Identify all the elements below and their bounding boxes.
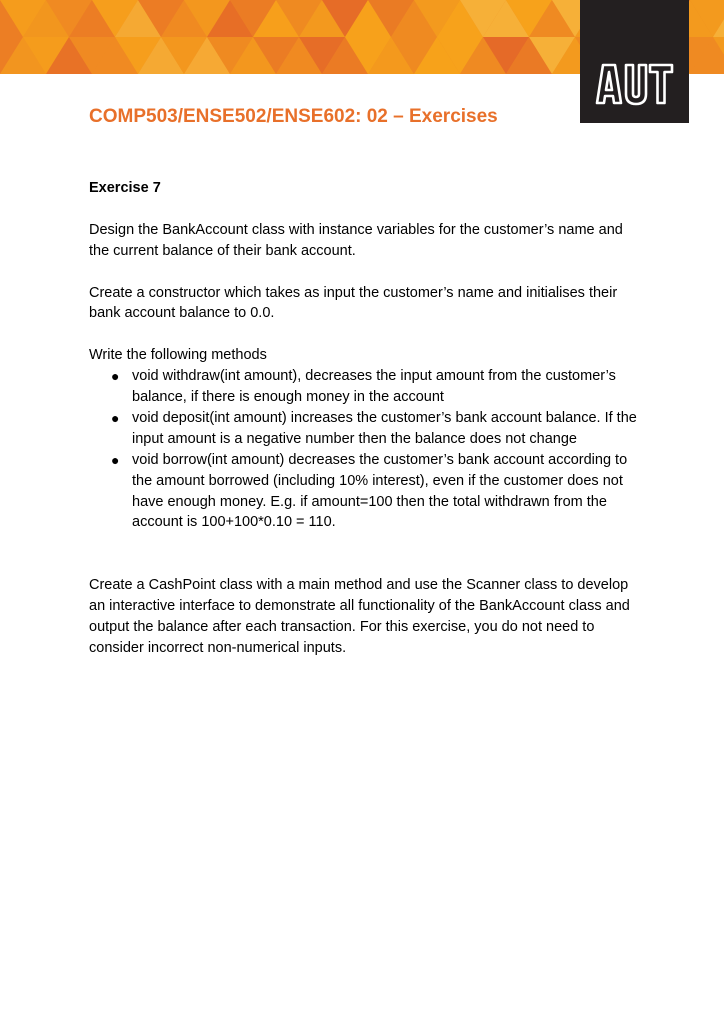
method-deposit-text: void deposit(int amount) increases the customer’s bank account balance. If the input amount is a negative number then the balance does not change <box>132 409 637 447</box>
list-item-borrow <box>89 450 644 534</box>
methods-list <box>89 366 644 533</box>
paragraph-methods-intro: Write the following methods <box>89 347 267 364</box>
exercise-heading: Exercise 7 <box>89 180 161 196</box>
list-item-withdraw <box>89 366 644 408</box>
page-title: COMP503/ENSE502/ENSE602: 02 – Exercises <box>89 106 498 127</box>
paragraph-class-design: Design the BankAccount class with instance variables for the customer’s name and the current balance of their bank account. <box>89 221 623 259</box>
spacer <box>89 199 644 220</box>
list-item-deposit <box>89 408 644 450</box>
paragraph-cashpoint: Create a CashPoint class with a main method and use the Scanner class to develop an interactive interface to demonstrate all functionality of the BankAccount class and output the balance after each transaction. For this exercise, you do not need to consider incorrect non-numerical inputs. <box>89 577 630 656</box>
spacer <box>89 262 644 283</box>
aut-logo-mark <box>580 0 689 123</box>
document-body <box>89 178 644 659</box>
bullet-icon: ● <box>111 451 120 468</box>
paragraph-constructor: Create a constructor which takes as input the customer’s name and initialises their bank account balance to 0.0. <box>89 284 618 322</box>
spacer <box>89 533 644 575</box>
aut-logo <box>580 0 689 123</box>
bullet-icon: ● <box>111 368 120 385</box>
bullet-icon: ● <box>111 409 120 426</box>
method-borrow-text: void borrow(int amount) decreases the customer’s bank account according to the amount borrowed (including 10% interest), even if the customer does not have enough money. E.g. if amount=100 then the total withdrawn from the account is 100+100*0.10 = 110. <box>132 451 628 531</box>
method-withdraw-text: void withdraw(int amount), decreases the input amount from the customer’s balance, if there is enough money in the account <box>132 368 616 406</box>
spacer <box>89 324 644 345</box>
